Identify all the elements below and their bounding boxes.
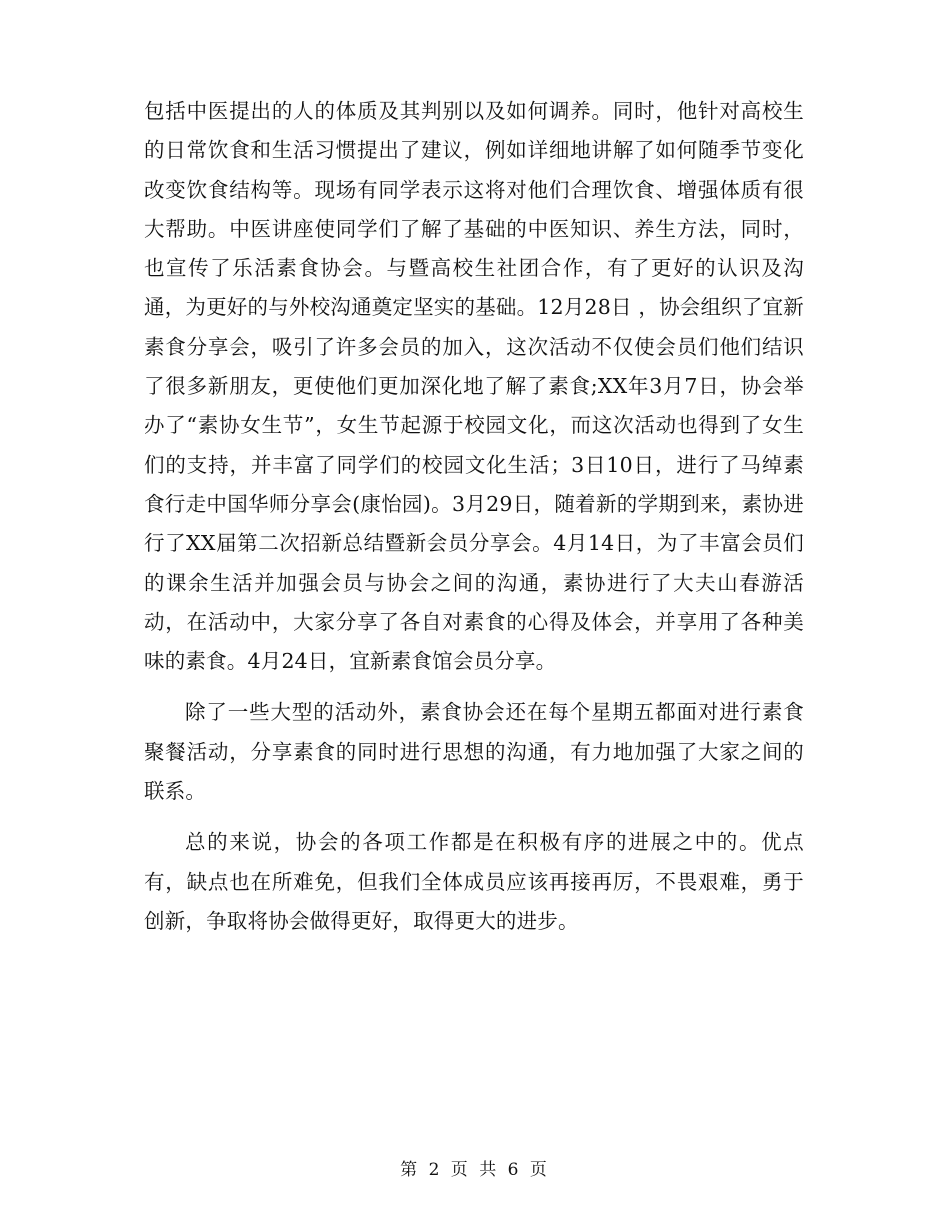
paragraph-weekly-dinner: 除了一些大型的活动外，素食协会还在每个星期五都面对进行素食聚餐活动，分享素食的同时进行思想的沟通，有力地加强了大家之间的联系。 bbox=[144, 700, 804, 804]
page-number-footer: 第 2 页 共 6 页 bbox=[400, 1160, 550, 1180]
paragraph-activities: 包括中医提出的人的体质及其判别以及如何调养。同时，他针对高校生的日常饮食和生活习惯提出了建议，例如详细地讲解了如何随季节变化改变饮食结构等。现场有同学表示这将对他们合理饮食、增强体质有很大帮助。中医讲座使同学们了解了基础的中医知识、养生方法，同时，也宣传了乐活素食协会。与暨高校生社团合作，有了更好的认识及沟通，为更好的与外校沟通奠定坚实的基础。12月28日 ，协会组织了宜新素食分享会，吸引了许多会员的加入，这次活动不仅使会员们他们结识了很多新朋友，更使他们更加深化地了解了素食;XX年3月7日，协会举办了“素协女生节”，女生节起源于校园文化，而这次活动也得到了女生们的支持，并丰富了同学们的校园文化生活；3日10日，进行了马绰素食行走中国华师分享会(康怡园)。3月29日，随着新的学期到来，素协进行了XX届第二次招新总结暨新会员分享会。4月14日，为了丰富会员们的课余生活并加强会员与协会之间的沟通，素协进行了大夫山春游活动，在活动中，大家分享了各自对素食的心得及体会，并享用了各种美味的素食。4月24日，宜新素食馆会员分享。 bbox=[144, 99, 804, 674]
document-body bbox=[144, 92, 804, 941]
paragraph-summary: 总的来说，协会的各项工作都是在积极有序的进展之中的。优点有，缺点也在所难免，但我们全体成员应该再接再厉，不畏艰难，勇于创新，争取将协会做得更好，取得更大的进步。 bbox=[144, 830, 804, 933]
